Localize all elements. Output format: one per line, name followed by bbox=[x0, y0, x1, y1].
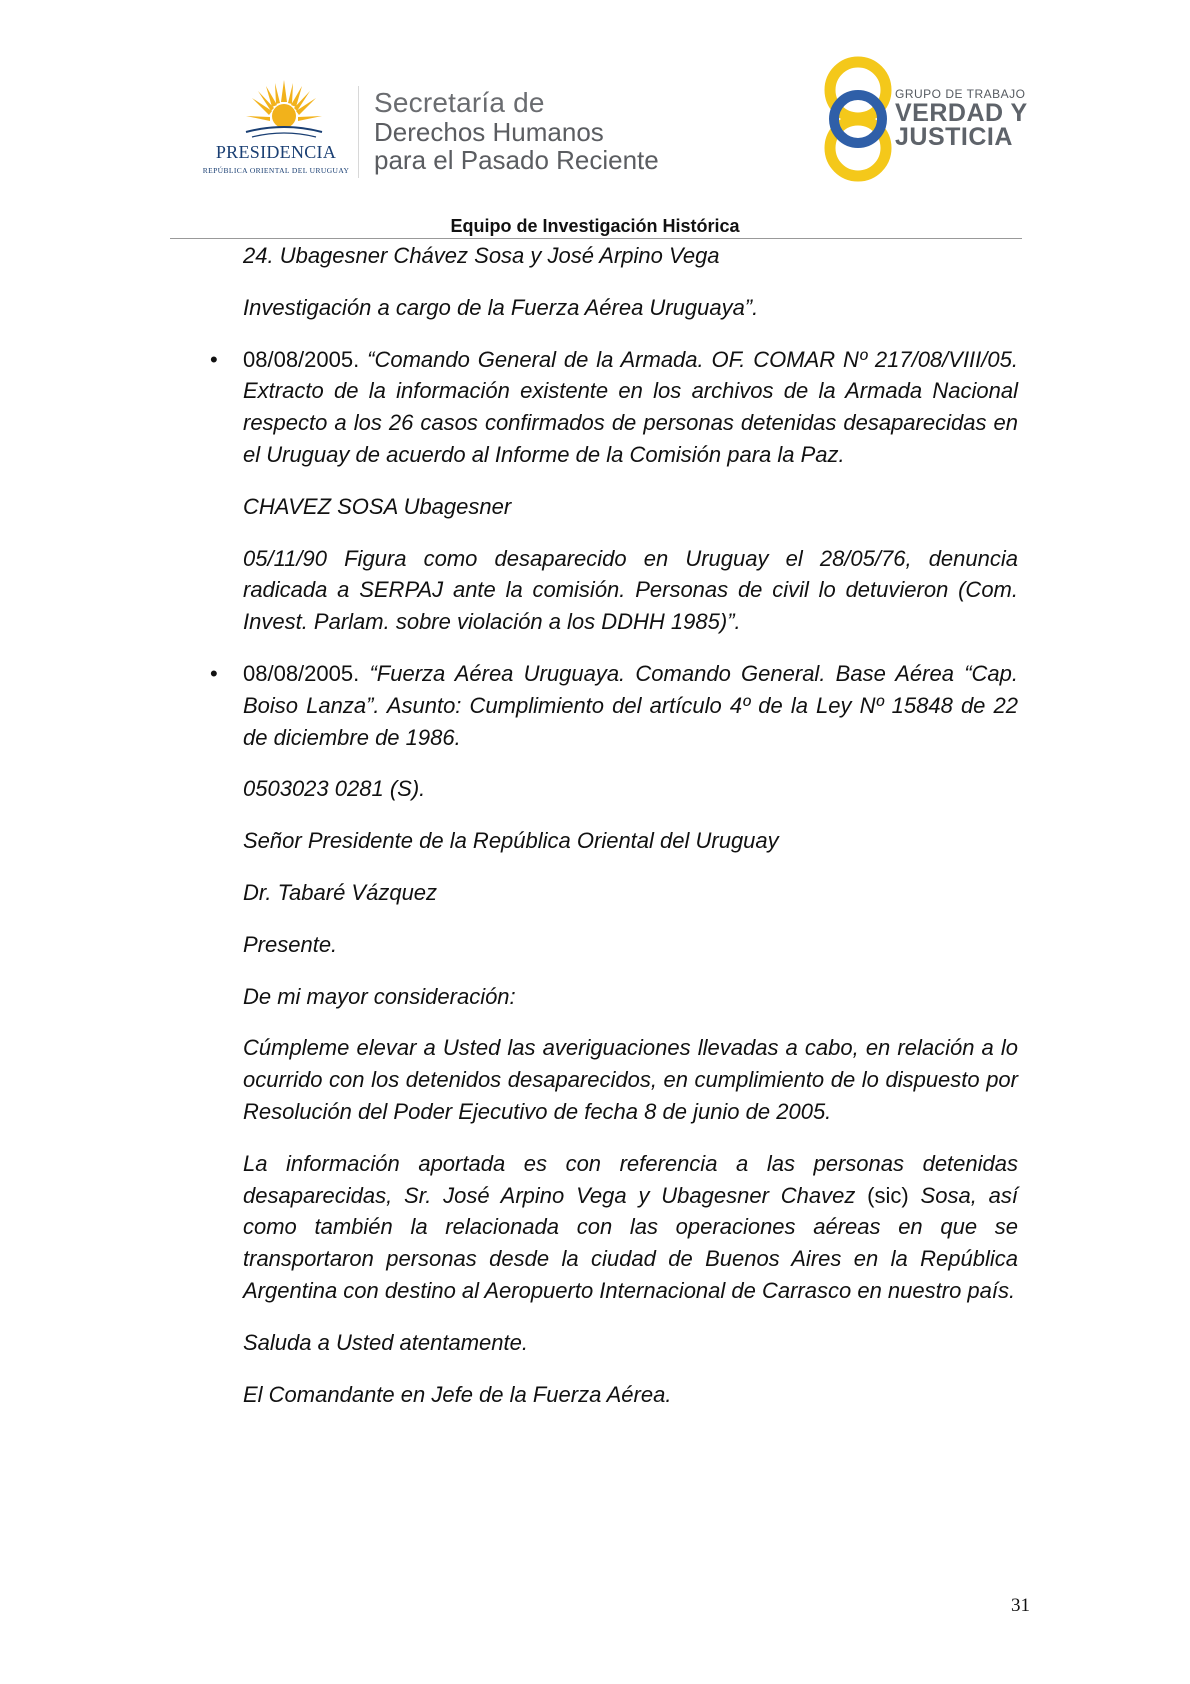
paragraph-text: La información aportada es con referencia a las personas detenidas desaparecidas, Sr. José Arpino Vega y Ubagesner Chavez bbox=[243, 1150, 1018, 1208]
list-item-date: 08/08/2005. bbox=[243, 346, 360, 372]
secretaria-line-3: para el Pasado Reciente bbox=[374, 145, 659, 175]
paragraph: CHAVEZ SOSA Ubagesner bbox=[243, 493, 512, 519]
header-rule bbox=[170, 238, 1022, 239]
verdad-justicia-rings-icon bbox=[818, 54, 898, 184]
document-body bbox=[210, 240, 1018, 1430]
page-number: 31 bbox=[1011, 1595, 1030, 1616]
presidencia-logo bbox=[196, 80, 356, 180]
bullet: • bbox=[210, 346, 218, 372]
sun-emblem-icon bbox=[244, 80, 324, 142]
paragraph: Saluda a Usted atentamente. bbox=[243, 1329, 528, 1355]
secretaria-logo-text bbox=[374, 88, 714, 174]
paragraph: Investigación a cargo de la Fuerza Aérea Uruguaya”. bbox=[243, 294, 759, 320]
secretaria-line-2: Derechos Humanos bbox=[374, 117, 604, 147]
paragraph: 05/11/90 Figura como desaparecido en Uruguay el 28/05/76, denuncia radicada a SERPAJ ante la comisión. Personas de civil lo detuvieron (Com. Invest. Parlam. sobre violación a los DDHH 1985)”. bbox=[243, 545, 1018, 635]
paragraph: Cúmpleme elevar a Usted las averiguaciones llevadas a cabo, en relación a lo ocurrido con los detenidos desaparecidos, en cumplimiento de lo dispuesto por Resolución del Poder Ejecutivo de fecha 8 de junio de 2005. bbox=[243, 1035, 1018, 1124]
paragraph bbox=[243, 1148, 1018, 1307]
header-title: Equipo de Investigación Histórica bbox=[450, 216, 740, 236]
presidencia-name: PRESIDENCIA bbox=[215, 142, 337, 162]
presidencia-subtitle: REPÚBLICA ORIENTAL DEL URUGUAY bbox=[202, 166, 350, 175]
list-item-date: 08/08/2005. bbox=[243, 660, 360, 686]
paragraph-text: Sosa, así como también la relacionada con las operaciones aéreas en que se transportaron personas desde la ciudad de Buenos Aires en la República Argentina con destino al Aeropuerto Internacional de Carrasco en nuestro país. bbox=[243, 1182, 1018, 1303]
paragraph: 24. Ubagesner Chávez Sosa y José Arpino Vega bbox=[243, 243, 720, 268]
paragraph: Presente. bbox=[243, 931, 338, 957]
paragraph: De mi mayor consideración: bbox=[243, 983, 516, 1009]
grupo-label: GRUPO DE TRABAJO bbox=[895, 87, 1026, 101]
list-item bbox=[210, 658, 1018, 753]
justicia-label: JUSTICIA bbox=[895, 123, 1013, 151]
paragraph: 0503023 0281 (S). bbox=[243, 776, 426, 802]
paragraph: Señor Presidente de la República Oriental del Uruguay bbox=[243, 828, 779, 854]
paragraph: El Comandante en Jefe de la Fuerza Aérea. bbox=[243, 1381, 672, 1407]
list-item-text: “Comando General de la Armada. OF. COMAR Nº 217/08/VIII/05. Extracto de la información existente en los archivos de la Armada Nacional respecto a los 26 casos confirmados de personas detenidas desaparecidas en el Uruguay de acuerdo al Informe de la Comisión para la Paz. bbox=[243, 346, 1018, 467]
paragraph: Dr. Tabaré Vázquez bbox=[243, 879, 438, 905]
list-item bbox=[210, 344, 1018, 471]
bullet: • bbox=[210, 660, 218, 686]
sic-note: (sic) bbox=[867, 1182, 909, 1208]
list-item-text: “Fuerza Aérea Uruguaya. Comando General. Base Aérea “Cap. Boiso Lanza”. Asunto: Cumplimiento del artículo 4º de la Ley Nº 15848 de 22 de diciembre de 1986. bbox=[243, 660, 1018, 750]
header-divider bbox=[358, 86, 359, 178]
verdad-justicia-logo-text bbox=[895, 87, 1035, 149]
secretaria-line-1: Secretaría de bbox=[374, 87, 545, 118]
verdad-label: VERDAD Y bbox=[895, 99, 1028, 127]
